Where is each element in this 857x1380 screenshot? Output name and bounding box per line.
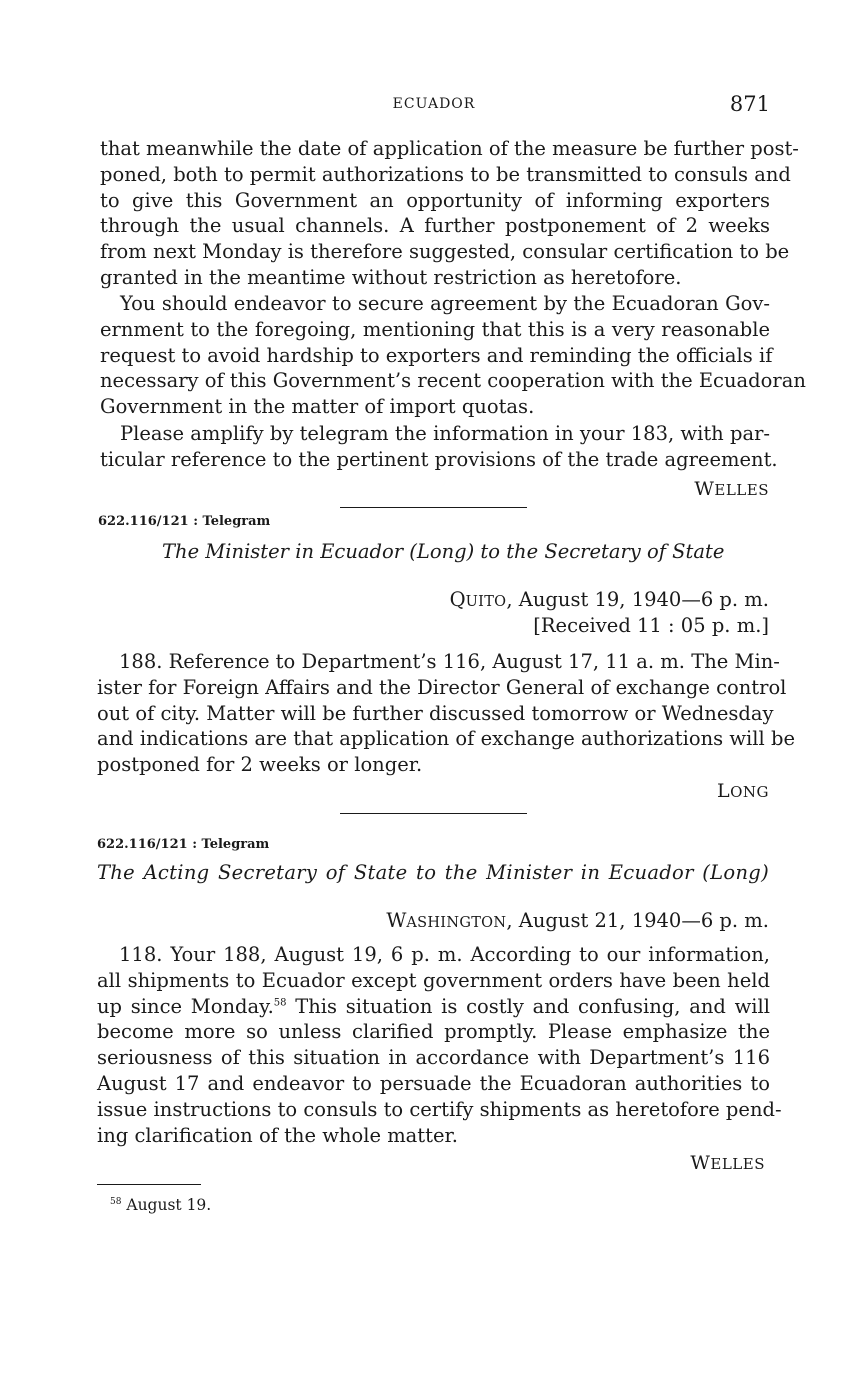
text-line: that meanwhile the date of application of the measure be further post- [100, 137, 799, 160]
signature-welles: WELLES [694, 478, 769, 500]
text-line: poned, both to permit authorizations to be transmitted to consuls and [100, 162, 791, 186]
footnote-reference: 58 [273, 997, 287, 1009]
text-line: granted in the meantime without restriction as heretofore. [100, 265, 682, 289]
text-line: August 17 and endeavor to persuade the Ecuadoran authorities to [97, 1071, 770, 1095]
text-line: through the usual channels. A further postponement of 2 weeks [100, 214, 770, 238]
text-line: ticular reference to the pertinent provisions of the trade agreement. [100, 447, 778, 471]
signature-welles: WELLES [690, 1152, 765, 1174]
text-line: to give this Government an opportunity of informing exporters [100, 188, 770, 212]
paragraph-continuation [100, 136, 799, 291]
text-line: ing clarification of the whole matter. [97, 1123, 458, 1147]
text-line: necessary of this Government’s recent cooperation with the Ecuadoran [100, 369, 806, 393]
text-line: up since Monday.$^{58}$ This situation is costly and confusing, and will [97, 994, 770, 1018]
received-time: [Received 11 : 05 p. m.] [533, 614, 769, 637]
text-line: You should endeavor to secure agreement by the Ecuadoran Gov- [120, 292, 770, 315]
page-number: 871 [729, 92, 770, 116]
file-reference: 622.116/121 : Telegram [97, 837, 270, 852]
running-title: ECUADOR [392, 96, 476, 112]
text-line: Government in the matter of import quotas. [100, 395, 535, 419]
file-reference: 622.116/121 : Telegram [98, 514, 271, 529]
footnote-divider [97, 1184, 201, 1185]
text-line: 188. Reference to Department’s 116, August 17, 11 a. m. The Min- [119, 650, 780, 673]
paragraph-endeavor [100, 291, 806, 420]
paragraph-telegram-118 [97, 942, 782, 1148]
text-line: out of city. Matter will be further discussed tomorrow or Wednesday [97, 701, 774, 725]
text-line: seriousness of this situation in accordance with Department’s 116 [97, 1046, 770, 1070]
text-line: ernment to the foregoing, mentioning that this is a very reasonable [100, 317, 770, 341]
paragraph-amplify [100, 421, 778, 473]
text-line: issue instructions to consuls to certify shipments as heretofore pend- [97, 1097, 782, 1121]
text-line: from next Monday is therefore suggested, consular certification to be [100, 240, 790, 264]
section-divider [340, 507, 527, 508]
text-line: request to avoid hardship to exporters and reminding the officials if [100, 343, 773, 367]
section-divider [340, 813, 527, 814]
text-line: and indications are that application of exchange authorizations will be [97, 727, 795, 751]
signature-long: LONG [716, 780, 769, 802]
document-title: The Acting Secretary of State to the Minister in Ecuador (Long) [97, 861, 769, 884]
text-line: postponed for 2 weeks or longer. [97, 753, 423, 777]
footnote-number: 58 [110, 1196, 122, 1207]
text-line: all shipments to Ecuador except government orders have been held [97, 968, 770, 992]
text-line: ister for Foreign Affairs and the Director General of exchange control [97, 675, 787, 699]
footnote [110, 1196, 211, 1214]
dateline: WASHINGTON, August 21, 1940—6 p. m. [386, 909, 769, 932]
text-line: 118. Your 188, August 19, 6 p. m. According to our information, [119, 943, 770, 966]
paragraph-telegram-188 [97, 649, 795, 778]
running-head [98, 92, 770, 120]
dateline: QUITO, August 19, 1940—6 p. m. [449, 588, 769, 611]
text-line: become more so unless clarified promptly. Please emphasize the [97, 1020, 770, 1044]
footnote-text: August 19. [121, 1196, 212, 1214]
text-line: Please amplify by telegram the information in your 183, with par- [120, 422, 770, 445]
document-title: The Minister in Ecuador (Long) to the Secretary of State [162, 540, 725, 563]
